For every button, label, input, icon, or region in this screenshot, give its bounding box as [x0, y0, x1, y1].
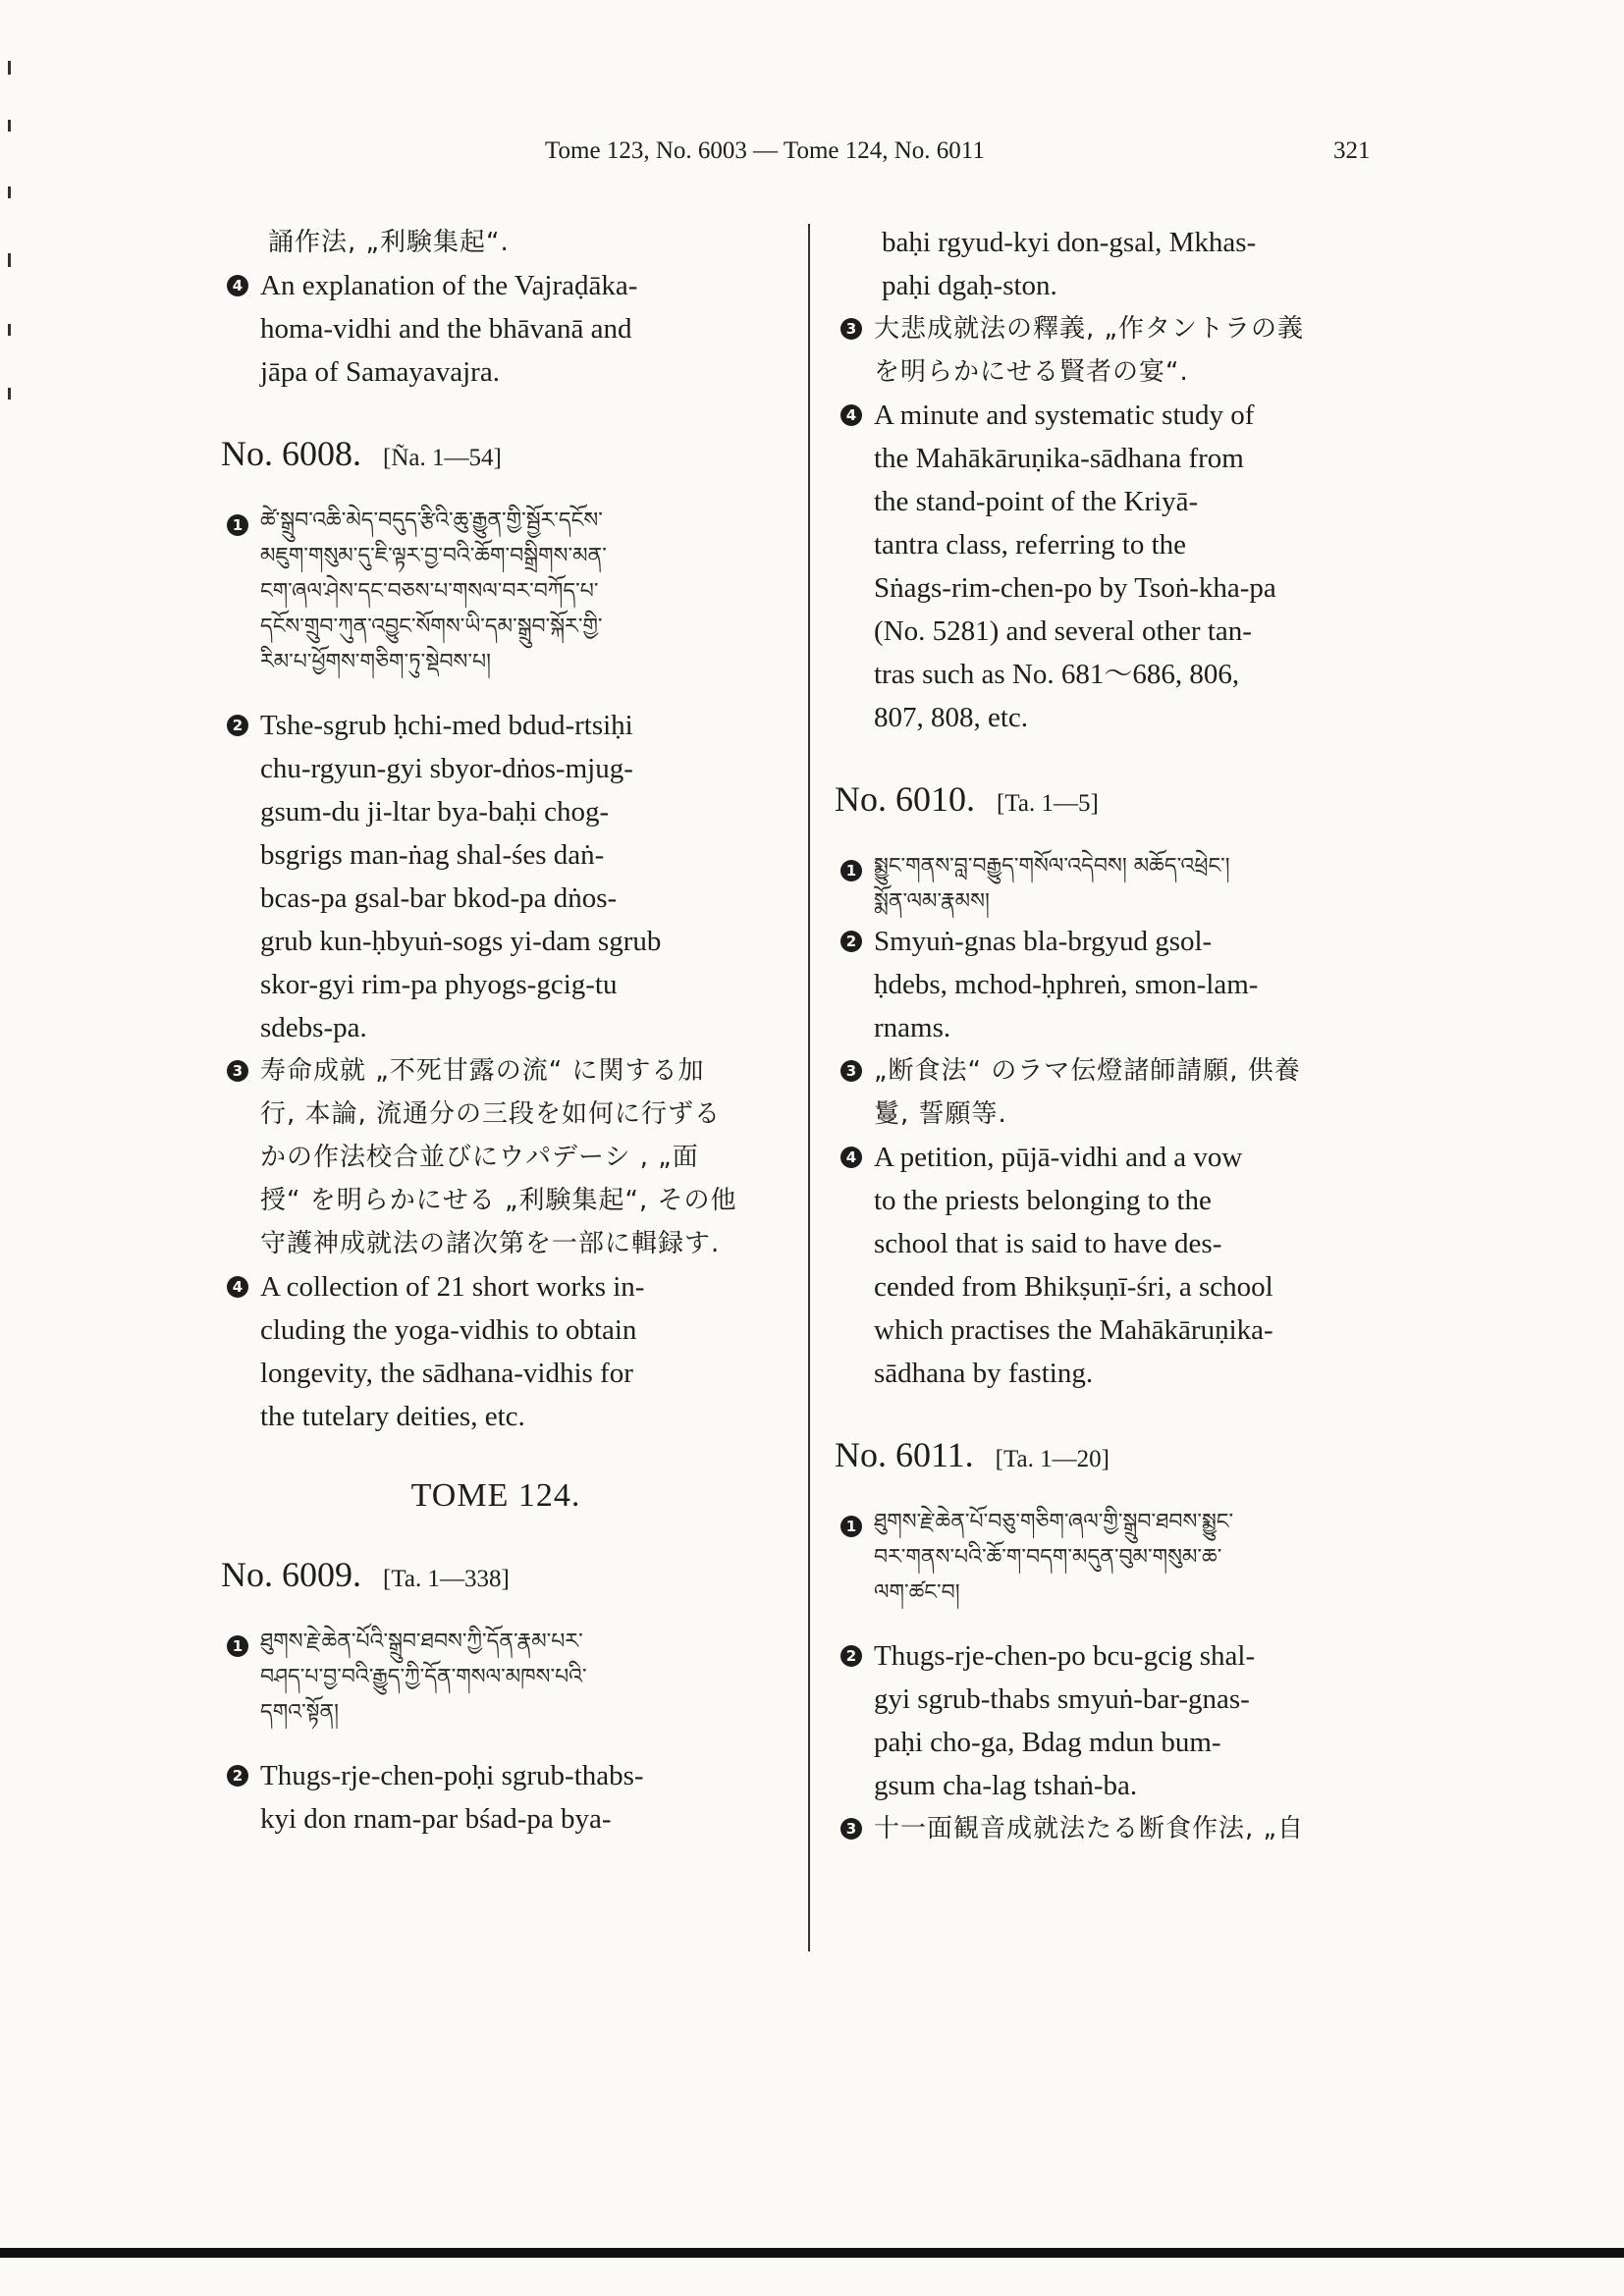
text-line: A collection of 21 short works in-: [260, 1271, 645, 1303]
list-item: [835, 1807, 1389, 1850]
tome-heading: TOME 124.: [410, 1477, 581, 1514]
entry-reference: [Ña. 1—54]: [383, 445, 502, 471]
list-item: [221, 264, 771, 394]
text-line: A minute and systematic study of: [874, 400, 1255, 431]
text-line: An explanation of the Vajraḍāka-: [260, 270, 638, 301]
japanese-line: 寿命成就 „不死甘露の流“ に関する加: [260, 1056, 705, 1086]
list-item: [221, 504, 771, 680]
japanese-line: 授“ を明らかにせる „利験集起“, その他: [260, 1186, 737, 1215]
text-line: jāpa of Samayavajra.: [260, 356, 500, 388]
text-line: skor-gyi rim-pa phyogs-gcig-tu: [260, 969, 618, 1000]
list-item: [221, 1049, 771, 1265]
japanese-line: 行, 本論, 流通分の三段を如何に行ずる: [260, 1099, 722, 1129]
text-line: 807, 808, etc.: [874, 702, 1029, 733]
tibetan-line: ཚེ་སྒྲུབ་འཆི་མེད་བདུད་རྩིའི་ཆུ་རྒྱུན་གྱི་སྦྱོར་དངོས་: [260, 508, 603, 533]
list-item: [835, 1634, 1389, 1807]
right-column: [835, 221, 1389, 1850]
circled-4-icon: 4: [840, 1147, 862, 1168]
entry-number: No. 6008.: [221, 434, 361, 473]
running-title: Tome 123, No. 6003 — Tome 124, No. 6011: [545, 137, 985, 164]
list-item: [835, 1049, 1389, 1136]
text-line: gsum-du ji-ltar bya-baḥi chog-: [260, 796, 610, 828]
list-item: [835, 849, 1389, 920]
text-line: Sṅags-rim-chen-po by Tsoṅ-kha-pa: [874, 572, 1276, 604]
text-line: baḥi rgyud-kyi don-gsal, Mkhas-: [882, 227, 1257, 258]
tibetan-line: བཤད་པ་བྱ་བའི་རྒྱུད་ཀྱི་དོན་གསལ་མཁས་པའི་: [260, 1665, 587, 1689]
text-line: the tutelary deities, etc.: [260, 1401, 525, 1432]
text-line: which practises the Mahākāruṇika-: [874, 1314, 1273, 1346]
list-item: [835, 920, 1389, 1049]
circled-4-icon: 4: [227, 1276, 248, 1298]
column-divider: [808, 224, 810, 1951]
text-line: sādhana by fasting.: [874, 1358, 1094, 1389]
japanese-line: 十一面観音成就法たる断食作法, „自: [874, 1814, 1304, 1843]
circled-4-icon: 4: [227, 275, 248, 296]
left-column: [221, 221, 771, 1841]
text-line: ḥdebs, mchod-ḥphreṅ, smon-lam-: [874, 969, 1259, 1000]
scan-bottom-edge: [0, 2248, 1624, 2258]
list-item: [835, 1136, 1389, 1395]
tibetan-line: སྨྱུང་གནས་བླ་བརྒྱུད་གསོལ་འདེབས། མཆོད་འཕྲེང་།: [874, 854, 1230, 879]
tibetan-line: མཇུག་གསུམ་དུ་ཇི་ལྟར་བྱ་བའི་ཆོག་བསྒྲིགས་མན་: [260, 544, 607, 568]
circled-3-icon: 3: [840, 1060, 862, 1082]
entry-number: No. 6010.: [835, 779, 975, 819]
text-line: bcas-pa gsal-bar bkod-pa dṅos-: [260, 882, 618, 914]
text-line: school that is said to have des-: [874, 1228, 1222, 1259]
tibetan-line: སྨོན་ལམ་རྣམས།: [874, 889, 990, 914]
text-line: chu-rgyun-gyi sbyor-dṅos-mjug-: [260, 753, 633, 784]
circled-2-icon: 2: [840, 1645, 862, 1667]
tibetan-line: ཐུགས་རྗེ་ཆེན་པོ་བཅུ་གཅིག་ཞལ་གྱི་སྒྲུབ་ཐབས་སྨྱུང་: [874, 1510, 1234, 1534]
circled-1-icon: 1: [840, 1516, 862, 1537]
entry-number: No. 6009.: [221, 1555, 361, 1594]
tibetan-line: ངག་ཞལ་ཤེས་དང་བཅས་པ་གསལ་བར་བཀོད་པ་: [260, 579, 599, 604]
circled-3-icon: 3: [840, 318, 862, 340]
tibetan-line: ཐུགས་རྗེ་ཆེན་པོའི་སྒྲུབ་ཐབས་ཀྱི་དོན་རྣམ་པར་: [260, 1629, 583, 1654]
text-line: longevity, the sādhana-vidhis for: [260, 1358, 633, 1389]
entry-reference: [Ta. 1—5]: [997, 790, 1099, 817]
text-line: cluding the yoga-vidhis to obtain: [260, 1314, 637, 1346]
text-line: bsgrigs man-ṅag shal-śes daṅ-: [260, 839, 605, 871]
entry-heading-6011: [835, 1434, 1389, 1475]
text-line: kyi don rnam-par bśad-pa bya-: [260, 1803, 612, 1835]
entry-heading-6009: [221, 1554, 771, 1595]
japanese-line: 守護神成就法の諸次第を一部に輯録す.: [260, 1229, 721, 1258]
entry-number: No. 6011.: [835, 1435, 974, 1474]
entry-heading-6010: [835, 778, 1389, 820]
text-line: Thugs-rje-chen-poḥi sgrub-thabs-: [260, 1760, 644, 1791]
japanese-line: 大悲成就法の釋義, „作タントラの義: [874, 314, 1304, 344]
list-item: [221, 1754, 771, 1841]
text-line: gsum cha-lag tshaṅ-ba.: [874, 1770, 1138, 1801]
tibetan-line: ལག་ཚང་བ།: [874, 1580, 960, 1605]
circled-3-icon: 3: [227, 1060, 248, 1082]
entry-reference: [Ta. 1—20]: [995, 1446, 1110, 1472]
text-line: paḥi dgaḥ-ston.: [882, 270, 1057, 301]
text-line: (No. 5281) and several other tan-: [874, 615, 1252, 647]
text-line: rnams.: [874, 1012, 951, 1043]
text-line: Smyuṅ-gnas bla-brgyud gsol-: [874, 926, 1213, 957]
circled-1-icon: 1: [840, 860, 862, 881]
text-line: Thugs-rje-chen-po bcu-gcig shal-: [874, 1640, 1256, 1672]
list-item: [835, 307, 1389, 394]
tibetan-line: དགའ་སྟོན།: [260, 1700, 340, 1725]
list-item: [835, 394, 1389, 739]
list-item: [835, 1505, 1389, 1611]
continued-jp: 誦作法, „利験集起“.: [268, 228, 510, 257]
japanese-line: „断食法“ のラマ伝燈諸師請願, 供養: [874, 1056, 1301, 1086]
running-header: [0, 137, 1624, 177]
text-line: Tshe-sgrub ḥchi-med bdud-rtsiḥi: [260, 710, 633, 741]
circled-2-icon: 2: [227, 1765, 248, 1787]
text-line: grub kun-ḥbyuṅ-sogs yi-dam sgrub: [260, 926, 662, 957]
japanese-line: かの作法校合並びにウパデーシ , „面: [260, 1143, 699, 1172]
entry-reference: [Ta. 1—338]: [383, 1566, 510, 1592]
circled-2-icon: 2: [227, 715, 248, 736]
entry-heading-6008: [221, 433, 771, 474]
text-line: to the priests belonging to the: [874, 1185, 1212, 1216]
japanese-line: 鬘, 誓願等.: [874, 1099, 1007, 1129]
circled-3-icon: 3: [840, 1818, 862, 1840]
circled-1-icon: 1: [227, 1635, 248, 1657]
circled-2-icon: 2: [840, 931, 862, 952]
text-line: sdebs-pa.: [260, 1012, 367, 1043]
tibetan-line: བར་གནས་པའི་ཆོ་ག་བདག་མདུན་བུམ་གསུམ་ཆ་: [874, 1545, 1222, 1570]
text-line: cended from Bhikṣuṇī-śri, a school: [874, 1271, 1273, 1303]
text-line: the stand-point of the Kriyā-: [874, 486, 1199, 517]
text-line: the Mahākāruṇika-sādhana from: [874, 443, 1244, 474]
circled-4-icon: 4: [840, 404, 862, 426]
page-number: 321: [1333, 137, 1371, 164]
list-item: [221, 1625, 771, 1731]
tibetan-line: རིམ་པ་ཕྱོགས་གཅིག་ཏུ་སྡེབས་པ།: [260, 650, 492, 674]
tibetan-line: དངོས་གྲུབ་ཀུན་འབྱུང་སོགས་ཡི་དམ་སྒྲུབ་སྐོར་གྱི་: [260, 614, 603, 639]
text-line: homa-vidhi and the bhāvanā and: [260, 313, 632, 345]
list-item: [221, 1265, 771, 1438]
japanese-line: を明らかにせる賢者の宴“.: [874, 357, 1189, 387]
circled-1-icon: 1: [227, 514, 248, 536]
text-line: A petition, pūjā-vidhi and a vow: [874, 1142, 1243, 1173]
list-item: [221, 704, 771, 1049]
text-line: paḥi cho-ga, Bdag mdun bum-: [874, 1727, 1221, 1758]
text-line: tras such as No. 681～686, 806,: [874, 659, 1240, 690]
text-line: gyi sgrub-thabs smyuṅ-bar-gnas-: [874, 1683, 1250, 1715]
text-line: tantra class, referring to the: [874, 529, 1187, 561]
